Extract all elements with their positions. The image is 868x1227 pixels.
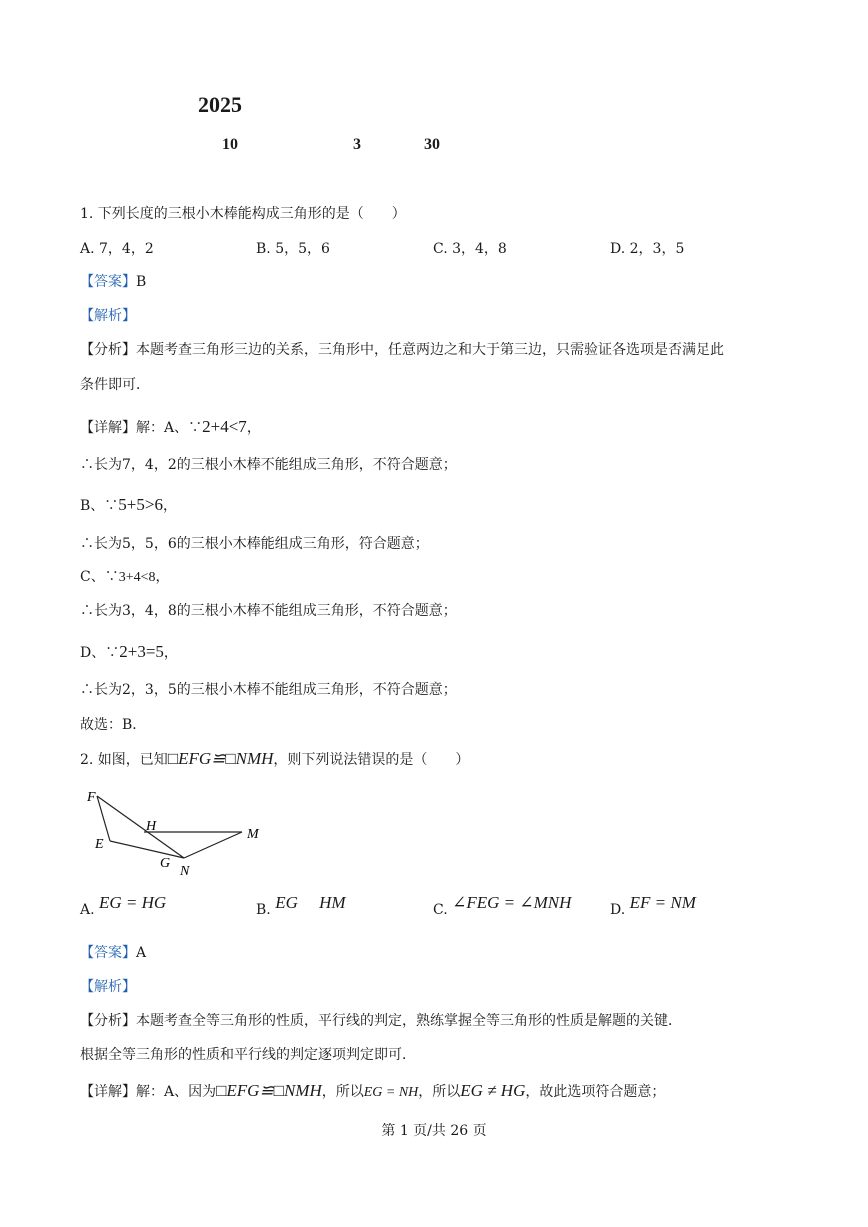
header-year: 2025 bbox=[198, 92, 242, 117]
q1-answer-tag: 【答案】 bbox=[80, 274, 136, 290]
q1-conclusion-d: ∴长为2，3，5的三根小木棒不能组成三角形，不符合题意； bbox=[80, 682, 457, 698]
q2-option-d bbox=[610, 893, 696, 919]
q2-fenxi-line2: 根据全等三角形的性质和平行线的判定逐项判定即可． bbox=[80, 1047, 416, 1063]
q1-choice: 故选：B． bbox=[80, 717, 147, 733]
q1-conclusion-c: ∴长为3，4，8的三根小木棒不能组成三角形，不符合题意； bbox=[80, 603, 457, 619]
q1-conclusion-a: ∴长为7，4，2的三根小木棒不能组成三角形，不符合题意； bbox=[80, 457, 457, 473]
q2-detail-math2: EG = NH bbox=[363, 1085, 419, 1100]
q2-fenxi-text1: 本题考查全等三角形的性质，平行线的判定，熟练掌握全等三角形的性质是解题的关键． bbox=[136, 1013, 682, 1029]
q2-detail-tag: 【详解】 bbox=[80, 1084, 136, 1100]
figure-label-f: F bbox=[87, 790, 96, 805]
q1-option-a: A. 7，4，2 bbox=[80, 241, 154, 257]
page-footer: 第 1 页/共 26 页 bbox=[381, 1123, 487, 1139]
q2-analysis-tag: 【解析】 bbox=[80, 979, 136, 995]
q2-detail-a bbox=[80, 1082, 665, 1102]
q1-detail-prefix: 解：A、∵ bbox=[136, 420, 203, 436]
q2-stem-math: □EFG≌□NMH bbox=[167, 749, 274, 768]
q1-comma-a: ， bbox=[246, 420, 261, 436]
figure-label-m: M bbox=[247, 827, 259, 842]
q1-conclusion-b: ∴长为5，5，6的三根小木棒能组成三角形，符合题意； bbox=[80, 536, 429, 552]
q1-option-c: C. 3，4，8 bbox=[433, 241, 507, 257]
segment-fn bbox=[97, 796, 184, 858]
q1-answer: B bbox=[136, 274, 147, 290]
header-number-a: 10 bbox=[222, 136, 238, 153]
q2-answer-line bbox=[80, 944, 146, 962]
q1-detail-b bbox=[80, 496, 177, 515]
q2-option-b-letter: B. bbox=[256, 902, 271, 918]
q1-fenxi-line1 bbox=[80, 341, 724, 359]
q2-fenxi-line1 bbox=[80, 1012, 682, 1030]
q2-detail-math3: EG ≠ HG bbox=[460, 1081, 526, 1100]
q1-math-b: 5+5>6 bbox=[118, 495, 163, 514]
q1-prefix-b: B、∵ bbox=[80, 498, 119, 514]
q2-detail-pre: 解：A、因为 bbox=[136, 1084, 217, 1100]
q2-fenxi-tag: 【分析】 bbox=[80, 1013, 136, 1029]
q1-answer-line bbox=[80, 273, 146, 291]
q1-math-a: 2+4<7 bbox=[202, 417, 247, 436]
q2-stem-post: ，则下列说法错误的是（ ） bbox=[273, 752, 470, 768]
q2-detail-math1: □EFG≌□NMH bbox=[216, 1081, 322, 1100]
q1-fenxi-tag: 【分析】 bbox=[80, 342, 136, 358]
q1-detail-c bbox=[80, 568, 170, 587]
q1-fenxi-line2: 条件即可． bbox=[80, 377, 150, 393]
q2-answer: A bbox=[136, 945, 147, 961]
q2-figure bbox=[80, 782, 280, 882]
q1-math-d: 2+3=5 bbox=[119, 642, 164, 661]
q1-prefix-c: C、∵ bbox=[80, 569, 119, 585]
q2-detail-mid: ，所以 bbox=[321, 1084, 364, 1100]
q1-stem: 1. 下列长度的三根小木棒能构成三角形的是（ ） bbox=[80, 206, 406, 222]
figure-label-g: G bbox=[160, 856, 171, 871]
q2-option-c-letter: C. bbox=[433, 902, 448, 918]
q1-comma-d: ， bbox=[163, 645, 178, 661]
segment-mn bbox=[184, 832, 242, 858]
q1-detail-tag: 【详解】 bbox=[80, 420, 136, 436]
q1-analysis-tag: 【解析】 bbox=[80, 308, 136, 324]
q2-stem-pre: 2. 如图，已知 bbox=[80, 752, 168, 768]
figure-label-e: E bbox=[95, 837, 104, 852]
q2-stem bbox=[80, 750, 469, 769]
q1-prefix-d: D、∵ bbox=[80, 645, 120, 661]
q1-option-b: B. 5，5，6 bbox=[256, 241, 330, 257]
q2-option-d-math: EF = NM bbox=[629, 893, 696, 912]
q1-math-c: 3+4<8 bbox=[118, 570, 156, 585]
q2-option-c bbox=[433, 893, 572, 919]
figure-label-h: H bbox=[146, 819, 157, 834]
q2-option-d-letter: D. bbox=[610, 902, 626, 918]
q2-option-a-letter: A. bbox=[80, 902, 95, 918]
q1-comma-b: ， bbox=[162, 498, 177, 514]
q1-fenxi-text1: 本题考查三角形三边的关系，三角形中，任意两边之和大于第三边，只需验证各选项是否满足此 bbox=[136, 342, 724, 358]
q2-option-a-math: EG = HG bbox=[99, 893, 167, 912]
segment-fe bbox=[97, 796, 110, 841]
q1-option-d: D. 2，3，5 bbox=[610, 241, 685, 257]
q2-option-c-math: ∠FEG = ∠MNH bbox=[452, 893, 572, 912]
header-number-c: 30 bbox=[424, 136, 440, 153]
q2-option-a bbox=[80, 893, 167, 919]
q2-option-b-math: EG HM bbox=[275, 893, 346, 912]
q2-detail-mid2: ，所以 bbox=[418, 1084, 461, 1100]
q2-option-b bbox=[256, 893, 346, 919]
q2-detail-post: ，故此选项符合题意； bbox=[525, 1084, 666, 1100]
q1-detail-a bbox=[80, 418, 261, 437]
figure-label-n: N bbox=[180, 864, 190, 879]
q2-answer-tag: 【答案】 bbox=[80, 945, 136, 961]
q1-detail-d bbox=[80, 643, 178, 662]
q1-comma-c: ， bbox=[155, 569, 170, 585]
header-number-b: 3 bbox=[353, 136, 361, 153]
